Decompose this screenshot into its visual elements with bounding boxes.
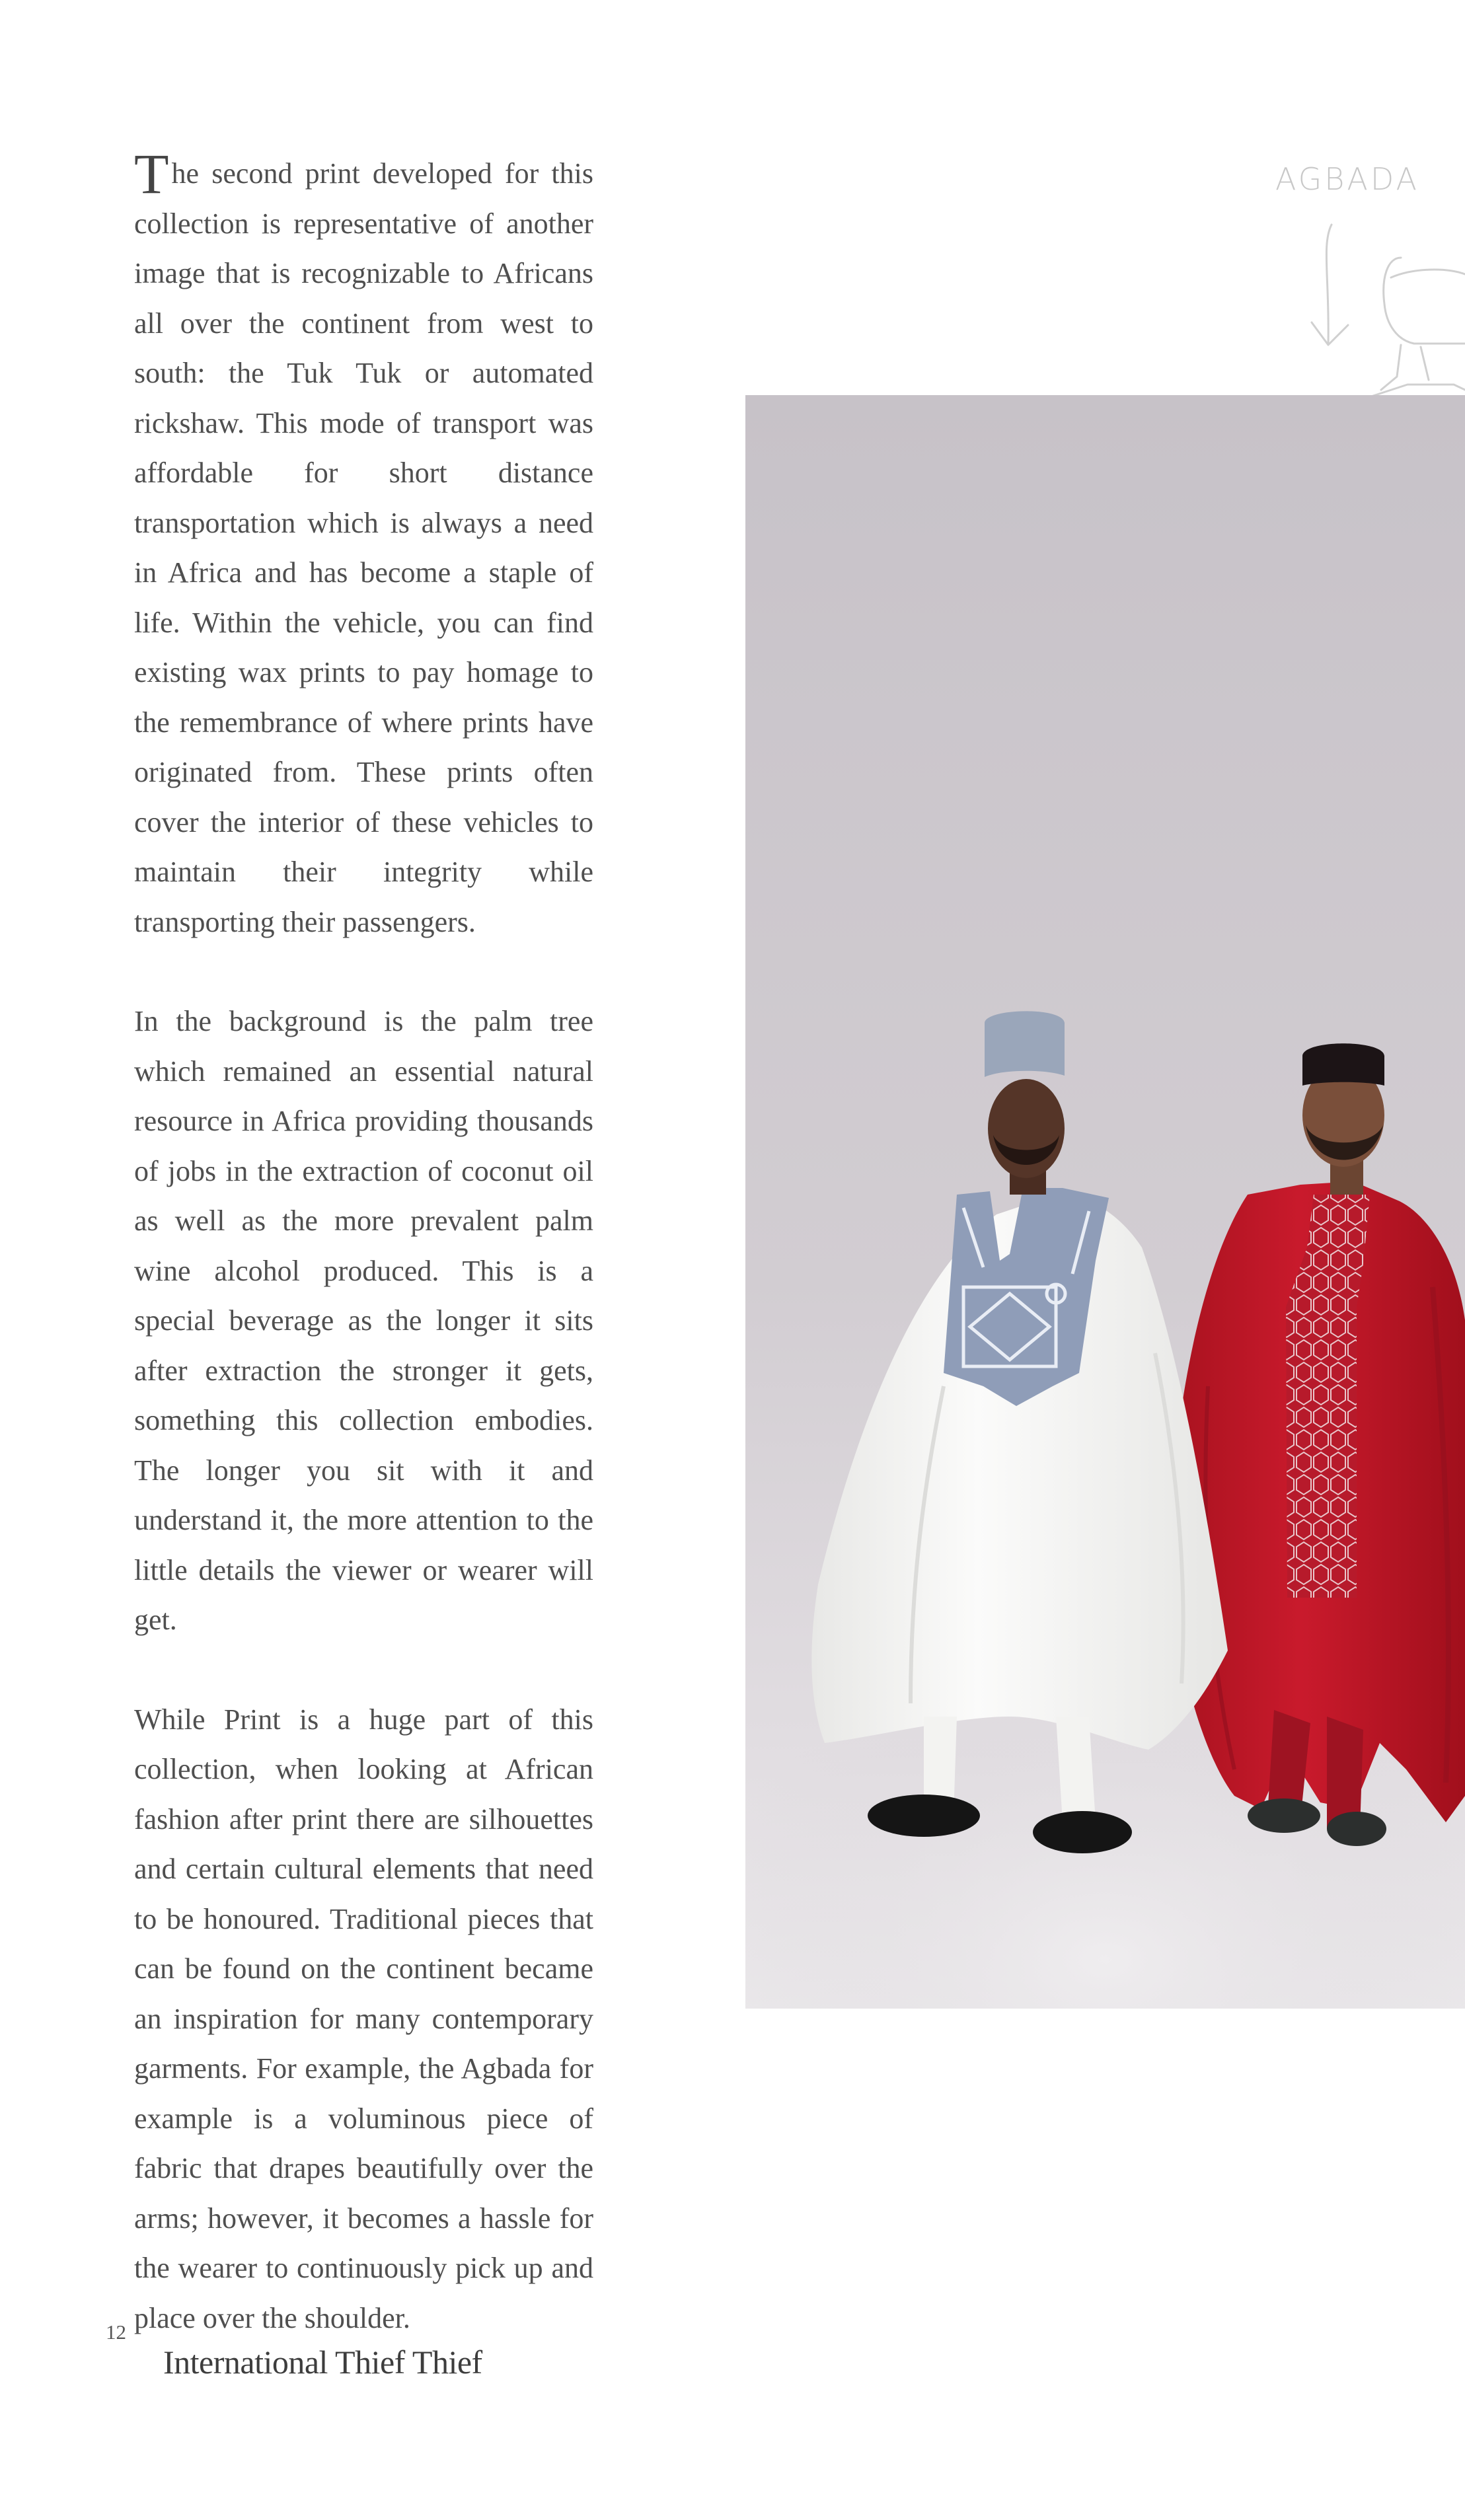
fashion-photo-illustration [745, 395, 1465, 2009]
article-paragraph-1-text: he second print developed for this collection is representative of another image that is recognizable to Africans all over the continent from west to south: the Tuk Tuk or automated rickshaw. This mode of transport was affordable for short distance transportation which is always a need in Africa and has become a staple of life. Within the vehicle, you can find existing wax prints to pay homage to the remembrance of where prints have originated from. These prints often cover the interior of these vehicles to maintain their integrity while transporting their passengers. [134, 157, 593, 938]
article-paragraph-2: In the background is the palm tree which remained an essential natural resource in Africa providing thousands of jobs in the extraction of coconut oil as well as the more prevalent palm wine alcohol produced. This is a special beverage as the longer it sits after extraction the stronger it gets, something this collection embodies. The longer you sit with it and understand it, the more attention to the little details the viewer or wearer will get. [134, 1005, 593, 1636]
agbada-sketch-illustration [1256, 152, 1465, 403]
article-body [134, 142, 593, 2343]
article-paragraph-3: While Print is a huge part of this collection, when looking at African fashion after print there are silhouettes and certain cultural elements that need to be honoured. Traditional pieces that can be found on the continent became an inspiration for many contemporary garments. For example, the Agbada for example is a voluminous piece of fabric that drapes beautifully over the arms; however, it becomes a hassle for the wearer to continuously pick up and place over the shoulder. [134, 1703, 593, 2334]
footer-publication-title: International Thief Thief [163, 2344, 482, 2381]
drop-cap: T [134, 142, 169, 205]
fashion-photo [745, 395, 1465, 2009]
article-paragraph-1 [134, 142, 593, 947]
red-agbada-figure [1168, 1043, 1465, 1846]
page-number: 12 [106, 2320, 126, 2344]
sketch-label: AGBADA [1275, 161, 1419, 197]
